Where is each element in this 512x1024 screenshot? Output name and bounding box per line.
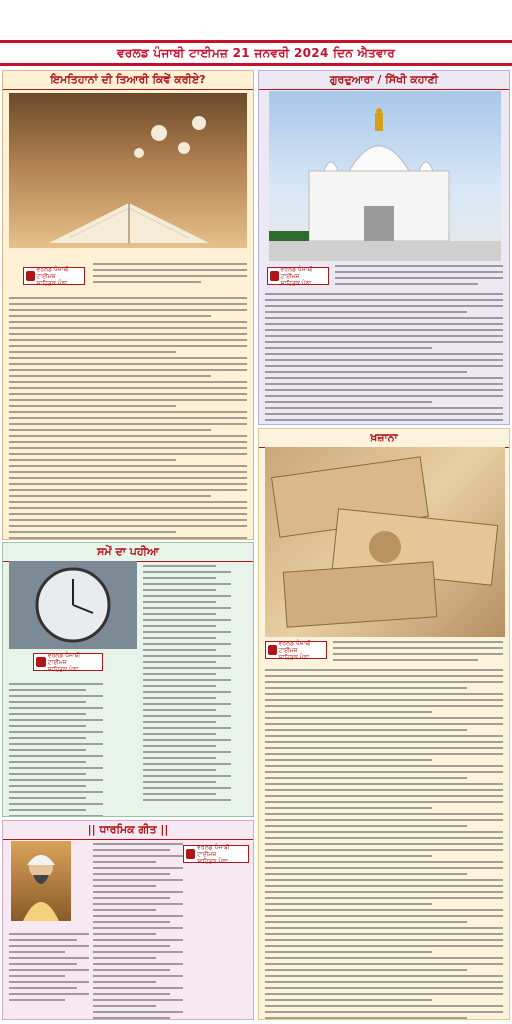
time-title: ਸਮੇਂ ਦਾ ਪਹੀਆ bbox=[3, 543, 253, 562]
gurdwara-title: ਗੁਰਦੁਆਰਾ / ਸਿੱਖੀ ਕਹਾਣੀ bbox=[259, 71, 509, 90]
treasure-body-text bbox=[265, 669, 503, 1020]
exams-badge bbox=[23, 267, 85, 285]
paper-logo-icon bbox=[268, 645, 277, 655]
badge-line1: ਵਰਲਡ ਪੰਜਾਬੀ ਟਾਈਮਜ਼ bbox=[36, 265, 69, 280]
religious-badge bbox=[183, 845, 249, 863]
paper-logo-icon bbox=[186, 849, 195, 859]
gurdwara-image bbox=[269, 91, 501, 261]
religious-verse-col2 bbox=[9, 933, 89, 1005]
gurdwara-intro-text bbox=[335, 265, 503, 289]
badge-line1: ਵਰਲਡ ਪੰਜਾਬੀ ਟਾਈਮਜ਼ bbox=[278, 639, 311, 654]
religious-title: || ਧਾਰਮਿਕ ਗੀਤ || bbox=[3, 821, 253, 840]
paper-logo-icon bbox=[270, 271, 279, 281]
badge-line2: ਸਾਹਿਤਕ ਪੰਨਾ bbox=[278, 653, 310, 661]
gurdwara-badge bbox=[267, 267, 329, 285]
exams-body-text bbox=[9, 297, 247, 540]
badge-line1: ਵਰਲਡ ਪੰਜਾਬੀ ਟਾਈਮਜ਼ bbox=[197, 843, 230, 858]
treasure-intro-text bbox=[333, 641, 503, 665]
badge-line2: ਸਾਹਿਤਕ ਪੰਨਾ bbox=[197, 857, 228, 865]
badge-line2: ਸਾਹਿਤਕ ਪੰਨਾ bbox=[47, 665, 79, 673]
badge-line1: ਵਰਲਡ ਪੰਜਾਬੀ ਟਾਈਮਜ਼ bbox=[47, 651, 81, 666]
exams-title: ਇਮਤਿਹਾਨਾਂ ਦੀ ਤਿਆਰੀ ਕਿਵੇਂ ਕਰੀਏ? bbox=[3, 71, 253, 90]
paper-logo-icon bbox=[26, 271, 35, 281]
exams-intro-text bbox=[93, 263, 247, 287]
clock-image bbox=[9, 561, 137, 649]
treasure-title: ਖ਼ਜ਼ਾਨਾ bbox=[259, 429, 509, 448]
treasure-badge bbox=[265, 641, 327, 659]
religious-verse-col1 bbox=[93, 843, 183, 1020]
exams-section bbox=[2, 70, 254, 540]
badge-line1: ਵਰਲਡ ਪੰਜਾਬੀ ਟਾਈਮਜ਼ bbox=[280, 265, 313, 280]
gurdwara-section bbox=[258, 70, 510, 425]
header-title: ਵਰਲਡ ਪੰਜਾਬੀ ਟਾਈਮਜ਼ 21 ਜਨਵਰੀ 2024 ਦਿਨ ਐਤਵਾਰ bbox=[116, 45, 396, 60]
time-section bbox=[2, 542, 254, 817]
banknotes-image bbox=[265, 447, 505, 637]
guru-portrait-image bbox=[11, 841, 71, 921]
time-poem-col1 bbox=[143, 565, 247, 805]
badge-line2: ਸਾਹਿਤਕ ਪੰਨਾ bbox=[280, 279, 312, 287]
book-image bbox=[9, 93, 247, 248]
treasure-section bbox=[258, 428, 510, 1020]
paper-logo-icon bbox=[36, 657, 46, 667]
religious-section bbox=[2, 820, 254, 1020]
time-badge bbox=[33, 653, 103, 671]
newspaper-header bbox=[0, 40, 512, 66]
time-poem-col2 bbox=[9, 683, 119, 817]
gurdwara-body-text bbox=[265, 293, 503, 425]
badge-line2: ਸਾਹਿਤਕ ਪੰਨਾ bbox=[36, 279, 68, 287]
